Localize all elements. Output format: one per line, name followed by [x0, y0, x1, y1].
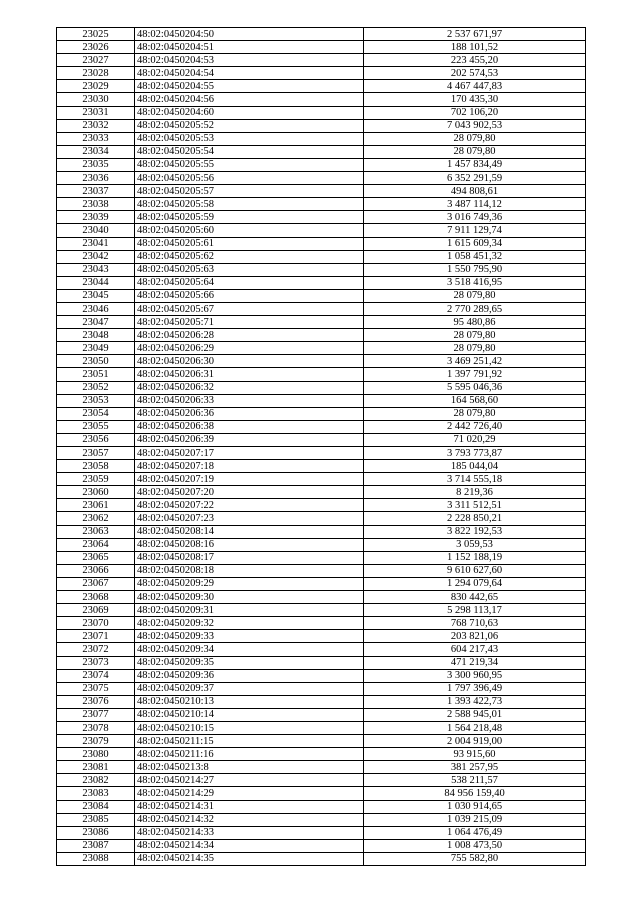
row-number-cell: 23051 [57, 368, 135, 381]
cadastral-number-cell: 48:02:0450209:34 [135, 643, 364, 656]
cadastral-value-cell: 3 311 512,51 [364, 499, 586, 512]
cadastral-value-cell: 1 615 609,34 [364, 237, 586, 250]
row-number-cell: 23044 [57, 276, 135, 289]
row-number-cell: 23059 [57, 473, 135, 486]
table-row [57, 158, 586, 171]
table-row [57, 499, 586, 512]
cadastral-number-cell: 48:02:0450204:55 [135, 80, 364, 93]
cadastral-value-cell: 1 064 476,49 [364, 826, 586, 839]
row-number-cell: 23046 [57, 302, 135, 315]
cadastral-number-cell: 48:02:0450204:53 [135, 54, 364, 67]
cadastral-value-cell: 1 058 451,32 [364, 250, 586, 263]
cadastral-value-cell: 1 550 795,90 [364, 263, 586, 276]
cadastral-number-cell: 48:02:0450207:20 [135, 486, 364, 499]
cadastral-value-cell: 95 480,86 [364, 316, 586, 329]
cadastral-number-cell: 48:02:0450209:30 [135, 591, 364, 604]
cadastral-number-cell: 48:02:0450206:31 [135, 368, 364, 381]
table-row [57, 185, 586, 198]
table-row [57, 551, 586, 564]
cadastral-value-cell: 538 211,57 [364, 774, 586, 787]
cadastral-value-cell: 2 004 919,00 [364, 735, 586, 748]
table-row [57, 420, 586, 433]
cadastral-number-cell: 48:02:0450205:67 [135, 302, 364, 315]
cadastral-number-cell: 48:02:0450207:23 [135, 512, 364, 525]
cadastral-value-cell: 28 079,80 [364, 145, 586, 158]
table-row [57, 525, 586, 538]
cadastral-value-cell: 1 294 079,64 [364, 577, 586, 590]
row-number-cell: 23028 [57, 67, 135, 80]
cadastral-value-cell: 3 714 555,18 [364, 473, 586, 486]
cadastral-value-cell: 1 152 188,19 [364, 551, 586, 564]
table-row [57, 237, 586, 250]
cadastral-value-cell: 84 956 159,40 [364, 787, 586, 800]
row-number-cell: 23040 [57, 224, 135, 237]
table-row [57, 381, 586, 394]
table-row [57, 604, 586, 617]
table-row [57, 106, 586, 119]
table-row [57, 394, 586, 407]
row-number-cell: 23049 [57, 342, 135, 355]
table-row [57, 224, 586, 237]
cadastral-number-cell: 48:02:0450210:14 [135, 708, 364, 721]
table-row [57, 342, 586, 355]
row-number-cell: 23086 [57, 826, 135, 839]
cadastral-number-cell: 48:02:0450214:29 [135, 787, 364, 800]
cadastral-number-cell: 48:02:0450208:14 [135, 525, 364, 538]
row-number-cell: 23034 [57, 145, 135, 158]
cadastral-number-cell: 48:02:0450204:56 [135, 93, 364, 106]
row-number-cell: 23050 [57, 355, 135, 368]
table-row [57, 591, 586, 604]
cadastral-value-cell: 3 793 773,87 [364, 447, 586, 460]
table-row [57, 669, 586, 682]
table-row [57, 145, 586, 158]
row-number-cell: 23054 [57, 407, 135, 420]
cadastral-number-cell: 48:02:0450210:15 [135, 721, 364, 734]
cadastral-number-cell: 48:02:0450205:62 [135, 250, 364, 263]
row-number-cell: 23029 [57, 80, 135, 93]
cadastral-number-cell: 48:02:0450209:31 [135, 604, 364, 617]
row-number-cell: 23079 [57, 735, 135, 748]
cadastral-number-cell: 48:02:0450204:60 [135, 106, 364, 119]
cadastral-value-cell: 28 079,80 [364, 342, 586, 355]
cadastral-number-cell: 48:02:0450205:61 [135, 237, 364, 250]
table-row [57, 656, 586, 669]
cadastral-value-cell: 4 467 447,83 [364, 80, 586, 93]
table-row [57, 813, 586, 826]
table-row [57, 682, 586, 695]
cadastral-value-cell: 5 595 046,36 [364, 381, 586, 394]
table-row [57, 473, 586, 486]
cadastral-value-cell: 7 911 129,74 [364, 224, 586, 237]
cadastral-number-cell: 48:02:0450214:33 [135, 826, 364, 839]
row-number-cell: 23057 [57, 447, 135, 460]
cadastral-number-cell: 48:02:0450214:32 [135, 813, 364, 826]
cadastral-number-cell: 48:02:0450208:18 [135, 564, 364, 577]
row-number-cell: 23038 [57, 198, 135, 211]
table-row [57, 721, 586, 734]
cadastral-number-cell: 48:02:0450214:27 [135, 774, 364, 787]
cadastral-value-cell: 7 043 902,53 [364, 119, 586, 132]
row-number-cell: 23035 [57, 158, 135, 171]
table-row [57, 67, 586, 80]
row-number-cell: 23066 [57, 564, 135, 577]
cadastral-number-cell: 48:02:0450210:13 [135, 695, 364, 708]
table-row [57, 460, 586, 473]
row-number-cell: 23048 [57, 329, 135, 342]
table-row [57, 41, 586, 54]
row-number-cell: 23082 [57, 774, 135, 787]
row-number-cell: 23030 [57, 93, 135, 106]
row-number-cell: 23087 [57, 839, 135, 852]
table-row [57, 329, 586, 342]
cadastral-value-cell: 223 455,20 [364, 54, 586, 67]
cadastral-number-cell: 48:02:0450206:28 [135, 329, 364, 342]
cadastral-number-cell: 48:02:0450208:17 [135, 551, 364, 564]
table-row [57, 538, 586, 551]
table-row [57, 748, 586, 761]
table-row [57, 211, 586, 224]
cadastral-number-cell: 48:02:0450205:54 [135, 145, 364, 158]
row-number-cell: 23026 [57, 41, 135, 54]
cadastral-number-cell: 48:02:0450206:29 [135, 342, 364, 355]
row-number-cell: 23045 [57, 289, 135, 302]
table-row [57, 302, 586, 315]
cadastral-value-table [56, 27, 586, 866]
cadastral-number-cell: 48:02:0450209:33 [135, 630, 364, 643]
cadastral-value-cell: 768 710,63 [364, 617, 586, 630]
cadastral-value-cell: 3 822 192,53 [364, 525, 586, 538]
table-row [57, 316, 586, 329]
cadastral-value-cell: 3 059,53 [364, 538, 586, 551]
row-number-cell: 23025 [57, 28, 135, 41]
cadastral-number-cell: 48:02:0450205:53 [135, 132, 364, 145]
row-number-cell: 23075 [57, 682, 135, 695]
cadastral-number-cell: 48:02:0450206:38 [135, 420, 364, 433]
cadastral-number-cell: 48:02:0450207:22 [135, 499, 364, 512]
row-number-cell: 23039 [57, 211, 135, 224]
cadastral-number-cell: 48:02:0450204:54 [135, 67, 364, 80]
cadastral-number-cell: 48:02:0450205:58 [135, 198, 364, 211]
cadastral-number-cell: 48:02:0450209:29 [135, 577, 364, 590]
row-number-cell: 23061 [57, 499, 135, 512]
table-row [57, 617, 586, 630]
cadastral-value-cell: 3 518 416,95 [364, 276, 586, 289]
row-number-cell: 23036 [57, 172, 135, 185]
cadastral-number-cell: 48:02:0450209:37 [135, 682, 364, 695]
cadastral-value-cell: 1 393 422,73 [364, 695, 586, 708]
cadastral-value-cell: 28 079,80 [364, 132, 586, 145]
cadastral-number-cell: 48:02:0450206:32 [135, 381, 364, 394]
row-number-cell: 23062 [57, 512, 135, 525]
row-number-cell: 23042 [57, 250, 135, 263]
cadastral-value-cell: 2 588 945,01 [364, 708, 586, 721]
document-page [56, 27, 584, 866]
row-number-cell: 23070 [57, 617, 135, 630]
cadastral-number-cell: 48:02:0450214:35 [135, 852, 364, 865]
row-number-cell: 23077 [57, 708, 135, 721]
cadastral-value-cell: 2 442 726,40 [364, 420, 586, 433]
cadastral-value-cell: 5 298 113,17 [364, 604, 586, 617]
table-row [57, 132, 586, 145]
cadastral-number-cell: 48:02:0450205:66 [135, 289, 364, 302]
table-row [57, 761, 586, 774]
table-row [57, 407, 586, 420]
cadastral-value-cell: 755 582,80 [364, 852, 586, 865]
cadastral-value-cell: 830 442,65 [364, 591, 586, 604]
cadastral-value-cell: 3 487 114,12 [364, 198, 586, 211]
row-number-cell: 23084 [57, 800, 135, 813]
cadastral-value-cell: 3 016 749,36 [364, 211, 586, 224]
cadastral-value-cell: 28 079,80 [364, 289, 586, 302]
table-row [57, 263, 586, 276]
row-number-cell: 23053 [57, 394, 135, 407]
cadastral-number-cell: 48:02:0450211:16 [135, 748, 364, 761]
cadastral-value-cell: 702 106,20 [364, 106, 586, 119]
row-number-cell: 23032 [57, 119, 135, 132]
table-body [57, 28, 586, 866]
row-number-cell: 23080 [57, 748, 135, 761]
row-number-cell: 23076 [57, 695, 135, 708]
cadastral-number-cell: 48:02:0450205:71 [135, 316, 364, 329]
row-number-cell: 23027 [57, 54, 135, 67]
row-number-cell: 23074 [57, 669, 135, 682]
cadastral-number-cell: 48:02:0450205:64 [135, 276, 364, 289]
cadastral-value-cell: 1 564 218,48 [364, 721, 586, 734]
row-number-cell: 23071 [57, 630, 135, 643]
table-row [57, 80, 586, 93]
table-row [57, 577, 586, 590]
table-row [57, 433, 586, 446]
table-row [57, 54, 586, 67]
row-number-cell: 23055 [57, 420, 135, 433]
cadastral-value-cell: 604 217,43 [364, 643, 586, 656]
cadastral-value-cell: 9 610 627,60 [364, 564, 586, 577]
row-number-cell: 23031 [57, 106, 135, 119]
cadastral-number-cell: 48:02:0450205:52 [135, 119, 364, 132]
cadastral-value-cell: 1 457 834,49 [364, 158, 586, 171]
table-row [57, 368, 586, 381]
row-number-cell: 23065 [57, 551, 135, 564]
row-number-cell: 23047 [57, 316, 135, 329]
table-row [57, 447, 586, 460]
table-row [57, 643, 586, 656]
table-row [57, 774, 586, 787]
row-number-cell: 23056 [57, 433, 135, 446]
cadastral-number-cell: 48:02:0450209:32 [135, 617, 364, 630]
cadastral-value-cell: 28 079,80 [364, 407, 586, 420]
cadastral-value-cell: 2 770 289,65 [364, 302, 586, 315]
row-number-cell: 23078 [57, 721, 135, 734]
cadastral-number-cell: 48:02:0450204:50 [135, 28, 364, 41]
row-number-cell: 23088 [57, 852, 135, 865]
cadastral-number-cell: 48:02:0450208:16 [135, 538, 364, 551]
table-row [57, 512, 586, 525]
row-number-cell: 23037 [57, 185, 135, 198]
cadastral-value-cell: 3 300 960,95 [364, 669, 586, 682]
row-number-cell: 23060 [57, 486, 135, 499]
cadastral-value-cell: 188 101,52 [364, 41, 586, 54]
row-number-cell: 23064 [57, 538, 135, 551]
cadastral-number-cell: 48:02:0450204:51 [135, 41, 364, 54]
cadastral-number-cell: 48:02:0450209:36 [135, 669, 364, 682]
cadastral-number-cell: 48:02:0450206:30 [135, 355, 364, 368]
cadastral-number-cell: 48:02:0450206:39 [135, 433, 364, 446]
row-number-cell: 23043 [57, 263, 135, 276]
cadastral-value-cell: 381 257,95 [364, 761, 586, 774]
table-row [57, 355, 586, 368]
cadastral-value-cell: 1 030 914,65 [364, 800, 586, 813]
cadastral-value-cell: 3 469 251,42 [364, 355, 586, 368]
cadastral-number-cell: 48:02:0450205:56 [135, 172, 364, 185]
cadastral-value-cell: 28 079,80 [364, 329, 586, 342]
cadastral-number-cell: 48:02:0450211:15 [135, 735, 364, 748]
table-row [57, 486, 586, 499]
row-number-cell: 23041 [57, 237, 135, 250]
cadastral-number-cell: 48:02:0450207:19 [135, 473, 364, 486]
row-number-cell: 23072 [57, 643, 135, 656]
cadastral-value-cell: 203 821,06 [364, 630, 586, 643]
cadastral-number-cell: 48:02:0450205:55 [135, 158, 364, 171]
table-row [57, 695, 586, 708]
cadastral-value-cell: 8 219,36 [364, 486, 586, 499]
cadastral-value-cell: 1 008 473,50 [364, 839, 586, 852]
cadastral-number-cell: 48:02:0450214:34 [135, 839, 364, 852]
row-number-cell: 23058 [57, 460, 135, 473]
row-number-cell: 23073 [57, 656, 135, 669]
cadastral-number-cell: 48:02:0450205:59 [135, 211, 364, 224]
cadastral-value-cell: 494 808,61 [364, 185, 586, 198]
table-row [57, 564, 586, 577]
cadastral-value-cell: 1 039 215,09 [364, 813, 586, 826]
cadastral-number-cell: 48:02:0450205:60 [135, 224, 364, 237]
row-number-cell: 23085 [57, 813, 135, 826]
cadastral-number-cell: 48:02:0450206:33 [135, 394, 364, 407]
cadastral-value-cell: 71 020,29 [364, 433, 586, 446]
cadastral-value-cell: 471 219,34 [364, 656, 586, 669]
table-row [57, 826, 586, 839]
cadastral-value-cell: 1 397 791,92 [364, 368, 586, 381]
row-number-cell: 23068 [57, 591, 135, 604]
cadastral-value-cell: 2 537 671,97 [364, 28, 586, 41]
row-number-cell: 23081 [57, 761, 135, 774]
table-row [57, 735, 586, 748]
cadastral-value-cell: 2 228 850,21 [364, 512, 586, 525]
table-row [57, 28, 586, 41]
row-number-cell: 23033 [57, 132, 135, 145]
cadastral-value-cell: 93 915,60 [364, 748, 586, 761]
cadastral-number-cell: 48:02:0450206:36 [135, 407, 364, 420]
cadastral-number-cell: 48:02:0450213:8 [135, 761, 364, 774]
cadastral-number-cell: 48:02:0450207:17 [135, 447, 364, 460]
cadastral-number-cell: 48:02:0450207:18 [135, 460, 364, 473]
cadastral-number-cell: 48:02:0450214:31 [135, 800, 364, 813]
table-row [57, 852, 586, 865]
table-row [57, 800, 586, 813]
table-row [57, 787, 586, 800]
cadastral-value-cell: 170 435,30 [364, 93, 586, 106]
table-row [57, 172, 586, 185]
table-row [57, 289, 586, 302]
row-number-cell: 23052 [57, 381, 135, 394]
cadastral-value-cell: 202 574,53 [364, 67, 586, 80]
cadastral-number-cell: 48:02:0450205:57 [135, 185, 364, 198]
table-row [57, 630, 586, 643]
cadastral-value-cell: 6 352 291,59 [364, 172, 586, 185]
cadastral-value-cell: 1 797 396,49 [364, 682, 586, 695]
row-number-cell: 23063 [57, 525, 135, 538]
table-row [57, 839, 586, 852]
cadastral-value-cell: 164 568,60 [364, 394, 586, 407]
table-row [57, 119, 586, 132]
table-row [57, 276, 586, 289]
table-row [57, 198, 586, 211]
table-row [57, 250, 586, 263]
table-row [57, 708, 586, 721]
cadastral-value-cell: 185 044,04 [364, 460, 586, 473]
row-number-cell: 23083 [57, 787, 135, 800]
row-number-cell: 23067 [57, 577, 135, 590]
cadastral-number-cell: 48:02:0450205:63 [135, 263, 364, 276]
cadastral-number-cell: 48:02:0450209:35 [135, 656, 364, 669]
table-row [57, 93, 586, 106]
row-number-cell: 23069 [57, 604, 135, 617]
